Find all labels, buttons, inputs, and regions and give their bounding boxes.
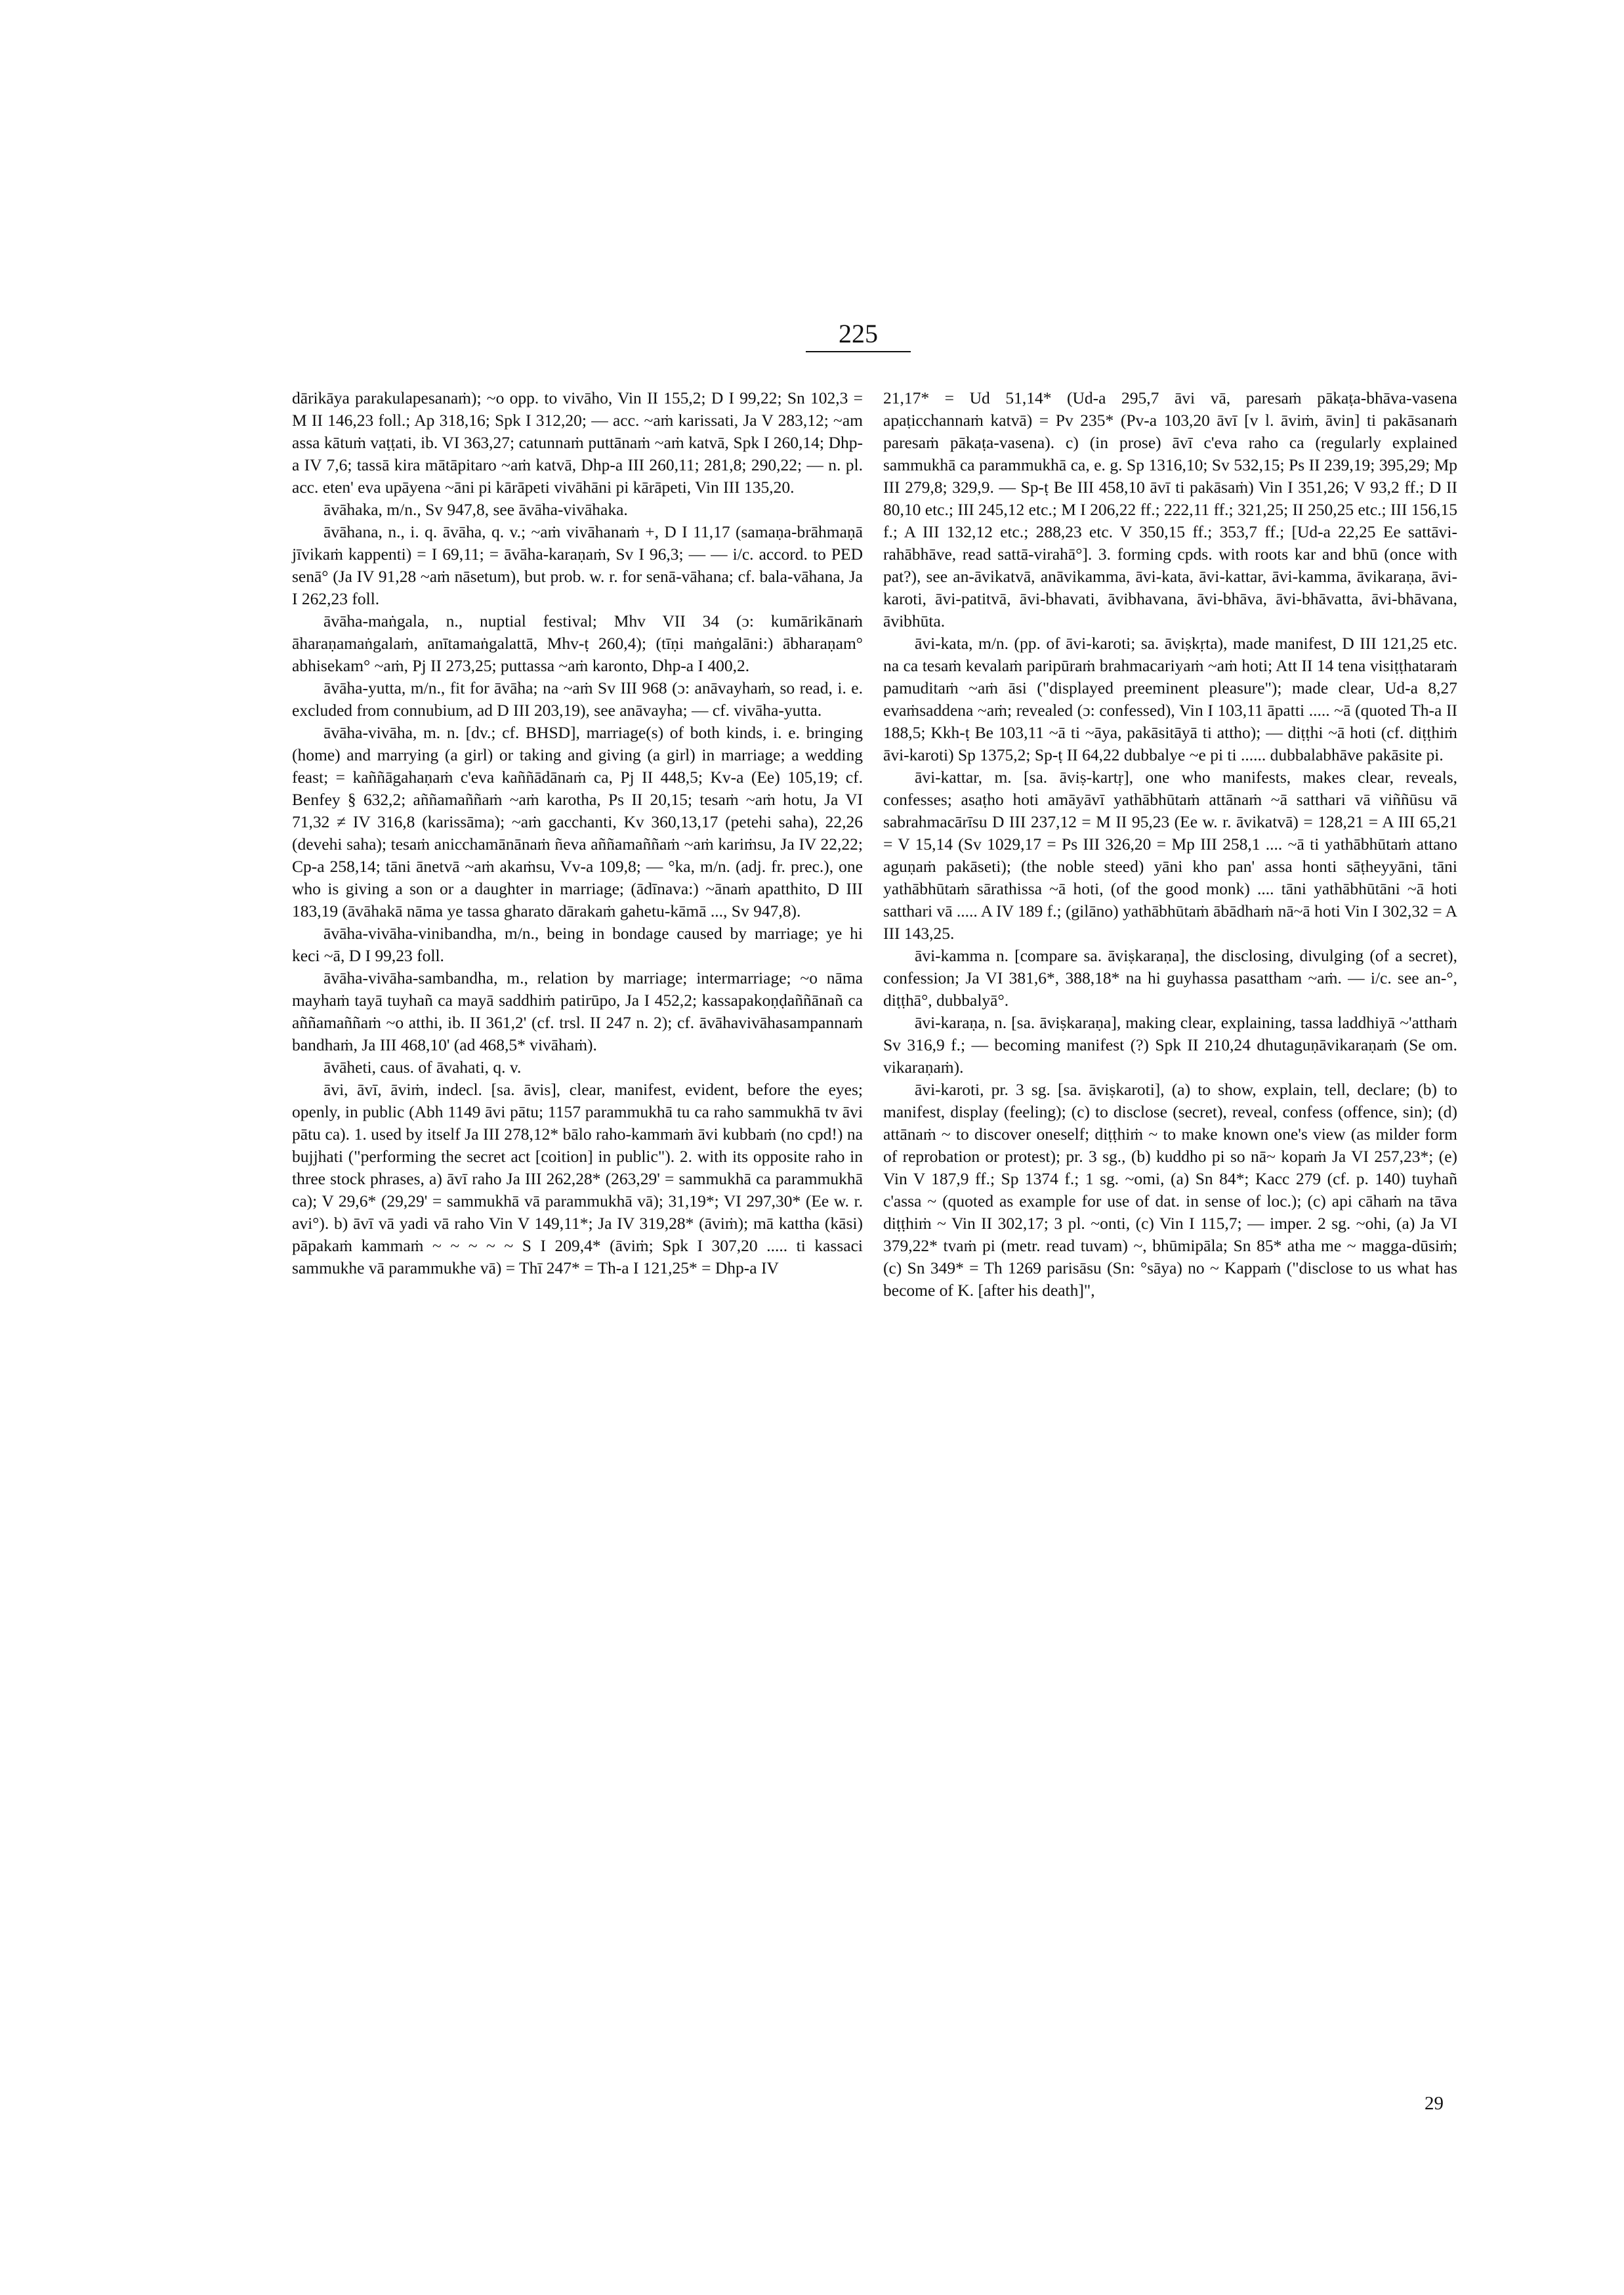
entry-avaheti: āvāheti, caus. of āvahati, q. v. (323, 1058, 522, 1077)
entry-avi-karana: āvi-karaṇa, n. [sa. āviṣkaraṇa], making clear, explaining, tassa laddhiyā ~'atthaṁ Sv 316,9 f.; — becoming manifest (?) Spk II 210,24 dhutaguṇāvikaraṇaṁ (Se om. vikaraṇaṁ). (883, 1013, 1457, 1077)
entry-avi-kata: āvi-kata, m/n. (pp. of āvi-karoti; sa. āviṣkṛta), made manifest, D III 121,25 etc. na ca tesaṁ kevalaṁ paripūraṁ brahmacariyaṁ ~aṁ hoti; Att II 14 tena visiṭṭhataraṁ pamuditaṁ ~aṁ āsi ("displayed preeminent pleasure"); made clear, Ud-a 8,27 evaṁsaddena ~aṁ; revealed (ɔ: confessed), Vin I 103,11 āpatti ..... ~ā (quoted Th-a II 188,5; Kkh-ṭ Be 103,11 ~ā ti ~āya, pakāsitāyā ti attho); — diṭṭhi ~ā hoti (cf. diṭṭhiṁ āvi-karoti) Sp 1375,2; Sp-ṭ II 64,22 dubbalye ~e pi ti ...... dubbalabhāve pakāsite pi. (883, 634, 1457, 764)
entry-avahana: āvāhana, n., i. q. āvāha, q. v.; ~aṁ vivāhanaṁ +, D I 11,17 (samaṇa-brāhmaṇā jīvikaṁ kappenti) = I 69,11; = āvāha-karaṇaṁ, Sv I 96,3; — — i/c. accord. to PED senā° (Ja IV 91,28 ~aṁ nāsetum), but prob. w. r. for senā-vāhana; cf. bala-vāhana, Ja I 262,23 foll. (292, 522, 863, 608)
entry-avi-kattar: āvi-kattar, m. [sa. āviṣ-kartṛ], one who manifests, makes clear, reveals, confesses; asaṭho hoti amāyāvī yathābhūtaṁ attānaṁ ~ā satthari vā viññūsu vā sabrahmacārīsu D III 237,12 = M II 95,23 (Ee w. r. āvikatvā) = 128,21 = A III 65,21 = V 15,14 (Sv 1029,17 = Ps III 326,20 = Mp III 258,1 .... ~ā ti yathābhūtaṁ attano aguṇaṁ pakāseti); (the noble steed) yāni kho pan' assa honti sāṭheyyāni, tāni yathābhūtaṁ sārathissa ~ā hoti, (of the good monk) .... tāni yathābhūtāni ~ā hoti satthari vā ..... A IV 189 f.; (gilāno) yathābhūtaṁ ābādhaṁ nā~ā hoti Vin I 302,32 = A III 143,25. (883, 768, 1457, 943)
entry-avaha-vivaha: āvāha-vivāha, m. n. [dv.; cf. BHSD], marriage(s) of both kinds, i. e. bringing (home) and marrying (a girl) or taking and giving (a girl) in marriage; a wedding feast; = kaññāgahaṇaṁ c'eva kaññādānaṁ ca, Pj II 448,5; Kv-a (Ee) 105,19; cf. Benfey § 632,2; aññamaññaṁ ~aṁ karotha, Ps II 20,15; tesaṁ ~aṁ hotu, Ja VI 71,32 ≠ IV 316,8 (karissāma); ~aṁ gacchanti, Kv 360,13,17 (petehi saha), 22,26 (devehi saha); tesaṁ anicchamānānaṁ ñeva aññamaññaṁ ~aṁ kariṁsu, Ja IV 22,22; Cp-a 258,14; tāni ānetvā ~aṁ akaṁsu, Vv-a 109,8; — °ka, m/n. (adj. fr. prec.), one who is giving a son or a daughter in marriage; (ādīnava:) ~ānaṁ apatthito, D III 183,19 (āvāhakā nāma ye tassa gharato dārakaṁ gahetu-kāmā ..., Sv 947,8). (292, 723, 863, 920)
entry-continuation: dārikāya parakulapesanaṁ); ~o opp. to vivāho, Vin II 155,2; D I 99,22; Sn 102,3 = M II 146,23 foll.; Ap 318,16; Spk I 312,20; — acc. ~aṁ karissati, Ja V 283,12; ~am assa kātuṁ vaṭṭati, ib. VI 363,27; catunnaṁ puttānaṁ ~aṁ katvā, Spk I 260,14; Dhp-a IV 7,6; tassā kira mātāpitaro ~aṁ katvā, Dhp-a III 260,11; 281,8; 290,22; — n. pl. acc. eten' eva upāyena ~āni pi kārāpeti vivāhāni pi kārāpeti, Vin III 135,20. (292, 388, 863, 497)
page-number: 225 (839, 319, 878, 348)
entry-avahaka: āvāhaka, m/n., Sv 947,8, see āvāha-vivāhaka. (323, 500, 628, 519)
entry-avaha-vivaha-sambandha: āvāha-vivāha-sambandha, m., relation by marriage; intermarriage; ~o nāma mayhaṁ tayā tuyhañ ca mayā saddhiṁ patirūpo, Ja I 452,2; kassapakoṇḍaññānañ ca aññamaññaṁ ~o atthi, ib. II 361,2' (cf. trsl. II 247 n. 2); cf. āvāhavivāhasampannaṁ bandhaṁ, Ja III 468,10' (ad 468,5* vivāhaṁ). (292, 968, 863, 1054)
entry-avi-karoti: āvi-karoti, pr. 3 sg. [sa. āviṣkaroti], (a) to show, explain, tell, declare; (b) to manifest, display (feeling); (c) to disclose (secret), reveal, confess (offence, sin); (d) attānaṁ ~ to discover oneself; diṭṭhiṁ ~ to make known one's view (as milder form of reprobation or protest); pr. 3 sg., (b) kuddho pi so nā~ kopaṁ Ja VI 257,23*; (e) Vin V 187,9 ff.; Sp 1374 f.; 1 sg. ~omi, (a) Sn 84*; Kacc 279 (cf. p. 140) tuyhañ c'assa ~ (quoted as example for use of dat. in sense of loc.); (c) api cāhaṁ na tāva diṭṭhiṁ ~ Vin II 302,17; 3 pl. ~onti, (c) Vin I 115,7; — imper. 2 sg. ~ohi, (a) Ja VI 379,22* tvaṁ pi (metr. read tuvam) ~, bhūmipāla; Sn 85* atha me ~ magga-dūsiṁ; (c) Sn 349* = Th 1269 parisāsu (Sn: °sāya) no ~ Kappaṁ ("disclose to us what has become of K. [after his death]", (883, 1080, 1457, 1300)
left-column (292, 387, 863, 1279)
entry-avaha-mangala: āvāha-maṅgala, n., nuptial festival; Mhv VII 34 (ɔ: kumārikānaṁ āharaṇamaṅgalaṁ, anītamaṅgalattā, Mhv-ṭ 260,4); (tīṇi maṅgalāni:) ābharaṇam° abhisekam° ~aṁ, Pj II 273,25; puttassa ~aṁ karonto, Dhp-a I 400,2. (292, 611, 863, 675)
entry-avi-kamma: āvi-kamma n. [compare sa. āviṣkaraṇa], the disclosing, divulging (of a secret), confession; Ja VI 381,6*, 388,18* na hi guyhassa pasattham ~aṁ. — i/c. see an-°, diṭṭhā°, dubbalyā°. (883, 946, 1457, 1010)
signature-mark: 29 (1425, 2093, 1444, 2114)
right-column (883, 387, 1457, 1302)
entry-avaha-yutta: āvāha-yutta, m/n., fit for āvāha; na ~aṁ Sv III 968 (ɔ: anāvayhaṁ, so read, i. e. excluded from connubium, ad D III 203,19), see anāvayha; — cf. vivāha-yutta. (292, 678, 863, 720)
page-number-rule (806, 351, 911, 352)
entry-avaha-vivaha-vinibandha: āvāha-vivāha-vinibandha, m/n., being in bondage caused by marriage; ye hi keci ~ā, D I 99,23 foll. (292, 924, 863, 965)
entry-avi-continuation: 21,17* = Ud 51,14* (Ud-a 295,7 āvi vā, paresaṁ pākaṭa-bhāva-vasena apaṭicchannaṁ katvā) = Pv 235* (Pv-a 103,20 āvī [v l. āviṁ, āvin] ti pakāsanaṁ paresaṁ pākaṭa-vasena). c) (in prose) āvī c'eva raho ca (regularly explained sammukhā ca parammukhā ca, e. g. Sp 1316,10; Sv 532,15; Ps II 239,19; 395,29; Mp III 279,8; 329,9. — Sp-ṭ Be III 458,10 āvī ti pakāsaṁ) Vin I 351,26; V 93,2 ff.; D II 80,10 etc.; III 245,12 etc.; M I 206,22 ff.; 222,11 ff.; 321,25; II 250,25 etc.; III 156,15 f.; A III 132,12 etc.; 288,23 etc. V 350,15 ff.; 353,7 ff.; [Ud-a 22,25 Ee sattāvi-rahābhāve, read sattā-virahā°]. 3. forming cpds. with roots kar and bhū (once with pat?), see an-āvikatvā, anāvikamma, āvi-kata, āvi-kattar, āvi-kamma, āvikaraṇa, āvi-karoti, āvi-patitvā, āvi-bhavati, āvibhavana, āvi-bhāva, āvi-bhāvatta, āvi-bhāvana, āvibhūta. (883, 388, 1457, 631)
entry-avi: āvi, āvī, āviṁ, indecl. [sa. āvis], clear, manifest, evident, before the eyes; openly, in public (Abh 1149 āvi pātu; 1157 parammukhā tu ca raho sammukhā tv āvi pātu ca). 1. used by itself Ja III 278,12* bālo raho-kammaṁ āvi kubbaṁ (no cpd!) na bujjhati ("performing the secret act [coition] in public"). 2. with its opposite raho in three stock phrases, a) āvī raho Ja III 262,28* (263,29' = sammukhā ca parammukhā ca); V 29,6* (29,29' = sammukhā vā parammukhā vā); 31,19*; VI 297,30* (Ee w. r. avi°). b) āvī vā yadi vā raho Vin V 149,11*; Ja IV 319,28* (āviṁ); mā kattha (kāsi) pāpakaṁ kammaṁ ~ ~ ~ ~ ~ S I 209,4* (āviṁ; Spk I 307,20 ..... ti kassaci sammukhe vā parammukhe vā) = Thī 247* = Th-a I 121,25* = Dhp-a IV (292, 1080, 863, 1277)
